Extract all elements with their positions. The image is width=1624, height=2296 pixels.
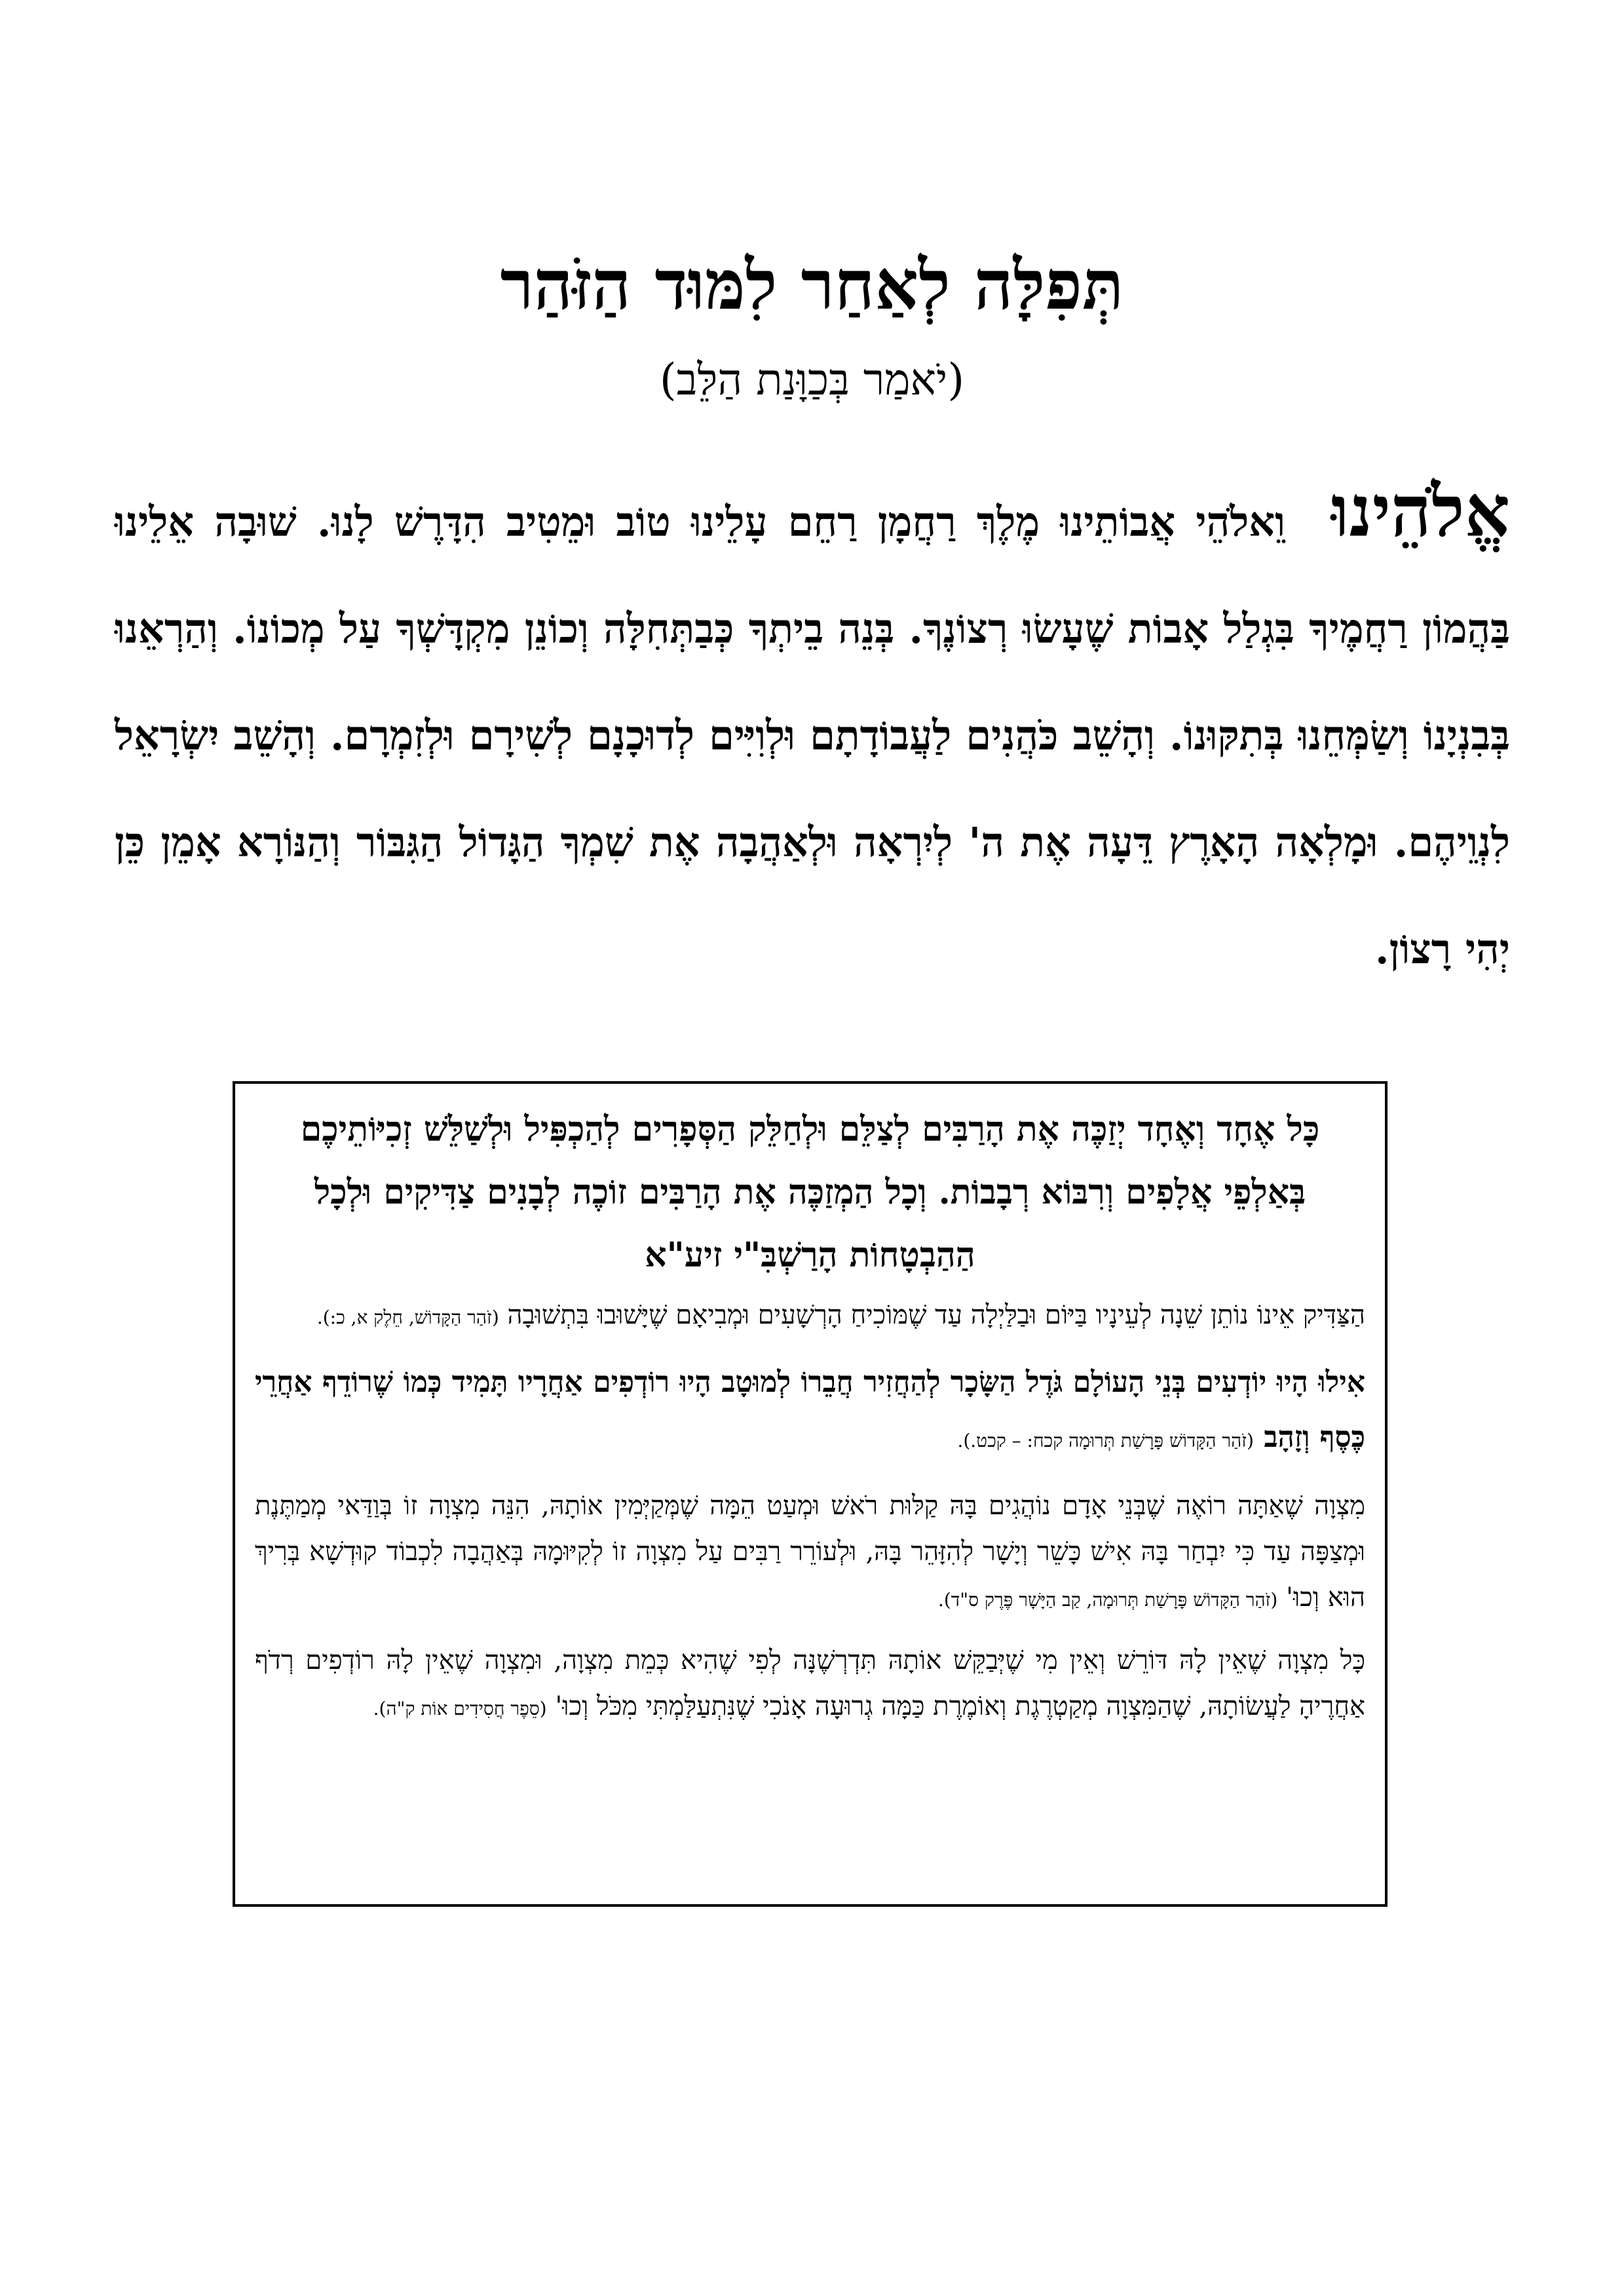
box-heading: כָּל אֶחָד וְאֶחָד יְזַכֶּה אֶת הָרַבִּים לְצַלֵּם וּלְחַלֵּק הַסְּפָרִים לְהַכְפִּיל וּלְשַׁלֵּשׁ זְכִיּוֹתֵיכֶם בְּאַלְפֵי אֲלָפִים וְרִבּוֹא רְבָבוֹת. וְכָל הַמְזַכֶּה אֶת הָרַבִּים זוֹכֶה לְבָנִים צַדִּיקִים וּלְכָל הַהַבְטָחוֹת הָרַשְׁבִּ"י זיע"א [300,1109,1320,1275]
page-title: תְּפִלָּה לְאַחַר לִמּוּד הַזֹּהַר [500,244,1124,325]
box-paragraph-4 [255,1637,1365,1732]
box-paragraph-2 [255,1355,1365,1468]
paragraph-text: הַצַּדִּיק אֵינוֹ נוֹתֵן שֵׁנָה לְעֵינָיו בַּיּוֹם וּבַלַּיְלָה עַד שֶׁמּוֹכִיחַ הָרְשָׁעִים וּמְבִיאָם שֶׁיָּשׁוּבוּ בִּתְשׁוּבָה [507,1300,1365,1330]
paragraph-citation: (זֹהַר הַקָּדוֹשׁ, חֵלֶק א, כ:). [316,1307,499,1328]
page-subtitle: (יֹאמַר בְּכַוָּנַת הַלֵּב) [659,354,965,405]
paragraph-text: אִילוּ הָיוּ יוֹדְעִים בְּנֵי הָעוֹלָם גֹּדֶל הַשָּׂכָר לְהַחֲזִיר חֲבֵרוֹ לְמוּטָב הָיוּ רוֹדְפִים אַחֲרָיו תָּמִיד כְּמוֹ שֶׁרוֹדֵף אַחֲרֵי כֶּסֶף וְזָהָב [255,1366,1365,1454]
paragraph-citation: (סֵפֶר חֲסִידִים אוֹת ק"ה). [373,1698,547,1719]
prayer-text [115,459,1510,1003]
paragraph-text: מִצְוָה שֶׁאַתָּה רוֹאֶה שֶׁבְּנֵי אָדָם נוֹהֲגִים בָּהּ קַלּוּת רֹאשׁ וּמְעַט הֵמָּה שֶׁמְּקַיְּמִין אוֹתָהּ, הִנֵּה מִצְוָה זוֹ בְּוַדַּאי מְמַתֶּנֶת וּמְצַפָּה עַד כִּי יִבְחַר בָּהּ אִישׁ כָּשֵׁר וְיָשָׁר לְהִזָּהֵר בָּהּ, וּלְעוֹרֵר רַבִּים עַל מִצְוָה זוֹ לְקִיּוּמָהּ בְּאַהֲבָה לִכְבוֹד קוּדְשָׁא בְּרִיךְ הוּא וְכוּ' [255,1491,1365,1613]
paragraph-citation: (זֹהַר הַקָּדוֹשׁ פָּרָשַׁת תְּרוּמָה, קַב הַיָּשָׁר פֶּרֶק ס"ד). [937,1589,1278,1611]
paragraph-text: כָּל מִצְוָה שֶׁאֵין לָהּ דּוֹרֵשׁ וְאֵין מִי שֶׁיְּבַקֵּשׁ אוֹתָהּ תִּדְרְשֶׁנָּה לְפִי שֶׁהִיא כְּמֵת מִצְוָה, וּמִצְוָה שֶׁאֵין לָהּ רוֹדְפִים רְדֹף אַחֲרֶיהָ לַעֲשׂוֹתָהּ, שֶׁהַמִּצְוָה מְקַטְרֶגֶת וְאוֹמֶרֶת כַּמָּה גְרוּעָה אָנֹכִי שֶׁנִּתְעַלַּמְתִּי מִכֹּל וְכוּ' [255,1645,1365,1721]
box-paragraph-3 [255,1483,1365,1623]
prayer-opening-word: אֱלֹהֵינוּ [1331,470,1510,553]
prayer-body: וֵאלֹהֵי אֲבוֹתֵינוּ מֶלֶךְ רַחֲמָן רַחֵם עָלֵינוּ טוֹב וּמֵטִיב הִדָּרֶשׁ לָנוּ. שׁוּבָה אֵלֵינוּ בַּהֲמוֹן רַחֲמֶיךָ בִּגְלַל אָבוֹת שֶׁעָשׂוּ רְצוֹנֶךָ. בְּנֵה בֵיתְךָ כְּבַתְּחִלָּה וְכוֹנֵן מִקְדָּשְׁךָ עַל מְכוֹנוֹ. וְהַרְאֵנוּ בְּבִנְיָנוֹ וְשַׂמְּחֵנוּ בְּתִקּוּנוֹ. וְהָשֵׁב כֹּהֲנִים לַעֲבוֹדָתָם וּלְוִיִּים לְדוּכָנָם לְשִׁירָם וּלְזִמְרָם. וְהָשֵׁב יִשְׂרָאֵל לִנְוֵיהֶם. וּמָלְאָה הָאָרֶץ דֵּעָה אֶת ה' לְיִרְאָה וּלְאַהֲבָה אֶת שִׁמְךָ הַגָּדוֹל הַגִּבּוֹר וְהַנּוֹרָא אָמֵן כֵּן יְהִי רָצוֹן. [115,498,1510,973]
paragraph-citation: (זֹהַר הַקָּדוֹשׁ פָּרָשַׁת תְּרוּמָה קכח: – קכט.). [957,1430,1254,1451]
box-paragraph-1 [255,1292,1365,1341]
quotes-box [233,1081,1388,1907]
